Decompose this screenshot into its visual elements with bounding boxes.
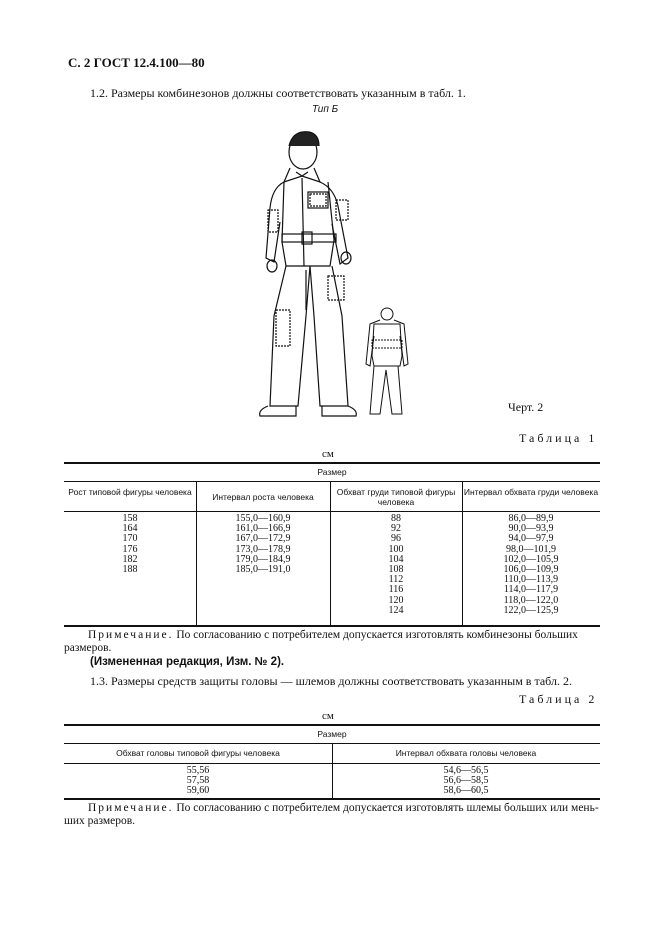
- table-cell: 100: [388, 543, 404, 555]
- table-cell: 114,0—117,9: [503, 584, 559, 596]
- table-cell: 185,0—191,0: [235, 564, 291, 576]
- table1-header-rule: [64, 511, 600, 512]
- table1-top-rule: [64, 462, 600, 464]
- table1-bottom-rule: [64, 625, 600, 627]
- table-cell: 98,0—101,9: [506, 543, 556, 555]
- table-cell: 59,60: [186, 785, 210, 797]
- table-cell: 120: [388, 594, 404, 606]
- table-cell: 173,0—178,9: [235, 543, 291, 555]
- table1-col4-values: [462, 514, 600, 616]
- table1-mid-rule: [64, 481, 600, 482]
- table-cell: 118,0—122,0: [503, 594, 559, 606]
- table1-unit: см: [322, 448, 334, 460]
- table-cell: 104: [388, 553, 404, 565]
- figure-type-caption: Тип Б: [312, 104, 339, 115]
- table2-note-label: Примечание.: [88, 802, 174, 814]
- table1-col2-values: [196, 514, 330, 575]
- table1-title: Таблица 1: [519, 431, 598, 445]
- table-cell: 167,0—172,9: [235, 533, 291, 545]
- table-cell: 176: [122, 543, 138, 555]
- table2-bottom-rule: [64, 798, 600, 800]
- table-cell: 96: [391, 533, 401, 545]
- table1-note-text: По согласованию с потребителем допускается изготовлять комбинезоны больших размеров.: [64, 629, 578, 654]
- table-cell: 56,6—58,5: [443, 775, 489, 787]
- table-cell: 106,0—109,9: [503, 564, 559, 576]
- table-cell: 54,6—56,5: [443, 765, 489, 776]
- table2-col1-values: [64, 766, 332, 797]
- table1-note: [64, 629, 600, 655]
- table-cell: 188: [122, 564, 138, 576]
- table-cell: 102,0—105,9: [503, 553, 559, 565]
- table-cell: 94,0—97,9: [508, 533, 554, 545]
- table-cell: 112: [388, 574, 404, 586]
- table-cell: 86,0—89,9: [508, 513, 554, 524]
- table-cell: 161,0—166,9: [235, 523, 291, 535]
- table-cell: 58,6—60,5: [443, 785, 489, 797]
- table2-note-text: По согласованию с потребителем допускается изготовлять шлемы больших или мень-ших размеров.: [64, 802, 599, 827]
- table1-col3-values: [330, 514, 462, 616]
- table-cell: 116: [388, 584, 404, 596]
- table2-unit: см: [322, 710, 334, 722]
- table2-col2-header: Интервал обхвата головы человека: [395, 748, 537, 758]
- table-cell: 122,0—125,9: [503, 604, 559, 616]
- table-cell: 155,0—160,9: [235, 513, 291, 524]
- figure-caption: Черт. 2: [508, 400, 544, 414]
- table1-note-label: Примечание.: [88, 629, 174, 641]
- coverall-back-figure: [352, 306, 422, 418]
- table-cell: 179,0—184,9: [235, 553, 291, 565]
- table-cell: 90,0—93,9: [508, 523, 554, 535]
- table-cell: 182: [122, 553, 138, 565]
- page-header: С. 2 ГОСТ 12.4.100—80: [68, 55, 205, 70]
- table1-col1-values: [64, 514, 196, 575]
- table-cell: 55,56: [186, 765, 210, 776]
- paragraph-1-3: 1.3. Размеры средств защиты головы — шлемов должны соответствовать указанным в табл. 2.: [90, 674, 572, 688]
- table-cell: 110,0—113,9: [503, 574, 559, 586]
- table-cell: 158: [122, 513, 138, 524]
- table2-group-header: Размер: [317, 729, 347, 739]
- table2-col2-values: [332, 766, 600, 797]
- table-cell: 124: [388, 604, 404, 616]
- table2-note: [64, 802, 600, 828]
- table1-col3-header: Обхват груди типовой фигуры человека: [336, 487, 456, 507]
- table-cell: 164: [122, 523, 138, 535]
- table2-header-rule: [64, 763, 600, 764]
- table-cell: 57,58: [186, 775, 210, 787]
- table1-group-header: Размер: [317, 467, 347, 477]
- table1-col1-header: Рост типовой фигуры человека: [68, 487, 192, 497]
- table2-title: Таблица 2: [519, 692, 598, 706]
- table-cell: 170: [122, 533, 138, 545]
- table2-col1-header: Обхват головы типовой фигуры человека: [116, 748, 280, 758]
- table1-col2-header: Интервал роста человека: [212, 492, 314, 502]
- amendment-note: (Измененная редакция, Изм. № 2).: [90, 656, 285, 668]
- table-cell: 92: [391, 523, 401, 535]
- table2-top-rule: [64, 724, 600, 726]
- paragraph-1-2: 1.2. Размеры комбинезонов должны соответствовать указанным в табл. 1.: [90, 86, 466, 100]
- table-cell: 108: [388, 564, 404, 576]
- table1-col4-header: Интервал обхвата груди человека: [463, 487, 599, 497]
- table-cell: 88: [391, 513, 401, 524]
